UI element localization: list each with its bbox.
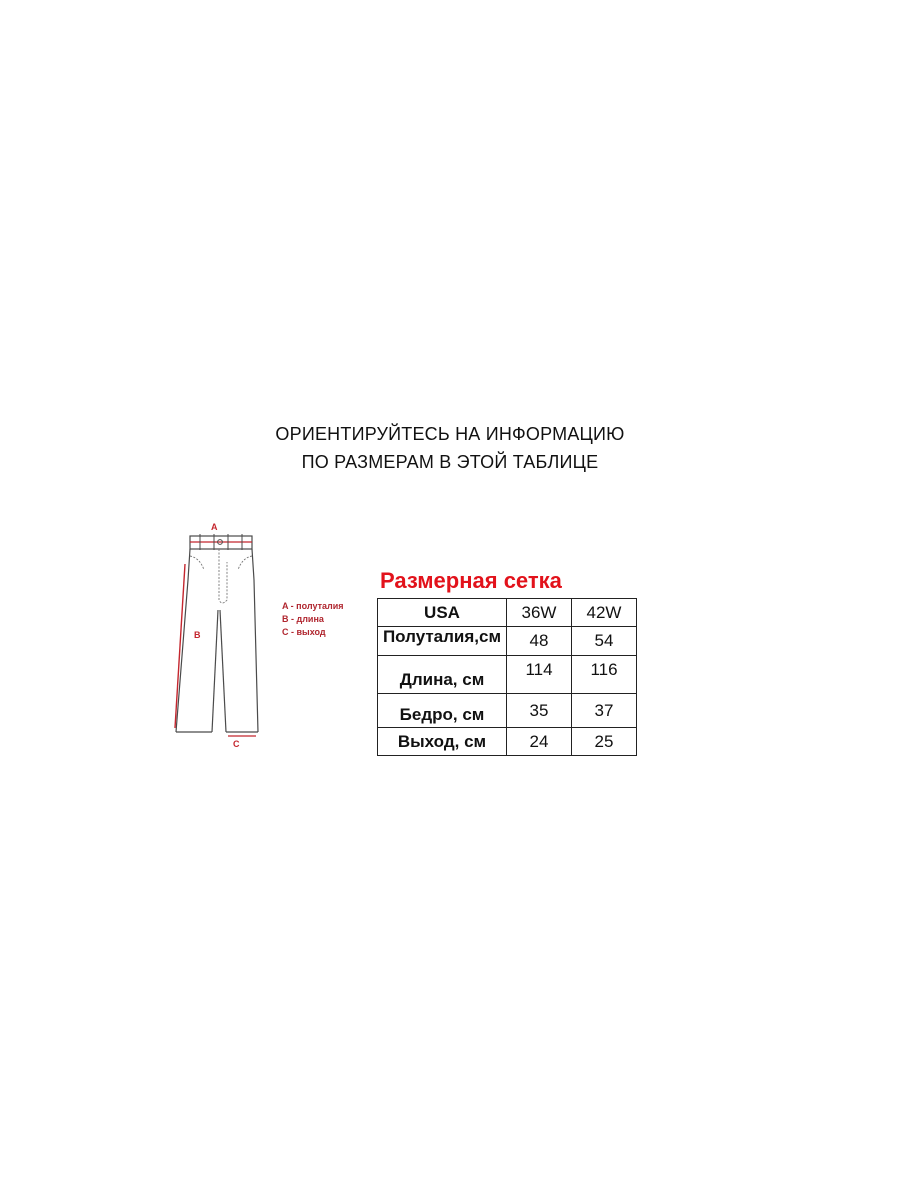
header-cell-size-2: 42W <box>572 599 637 627</box>
table-row <box>378 728 637 756</box>
instruction-text <box>0 420 900 476</box>
label-a: A <box>211 522 218 532</box>
row-value: 24 <box>507 728 572 756</box>
legend-item-waist: A - полуталия <box>282 601 344 611</box>
legend-item-length: B - длина <box>282 614 324 624</box>
header-cell-size-1: 36W <box>507 599 572 627</box>
row-value: 116 <box>572 656 637 694</box>
row-value: 25 <box>572 728 637 756</box>
pants-outline-illustration <box>170 520 270 755</box>
label-b: B <box>194 630 201 640</box>
row-value: 114 <box>507 656 572 694</box>
row-label: Полуталия,см <box>378 627 507 656</box>
instruction-line-1: ОРИЕНТИРУЙТЕСЬ НА ИНФОРМАЦИЮ <box>275 424 625 444</box>
legend-item-rise: C - выход <box>282 627 326 637</box>
row-label: Длина, см <box>378 656 507 694</box>
size-chart-title: Размерная сетка <box>380 568 562 593</box>
table-row <box>378 694 637 728</box>
table-row <box>378 627 637 656</box>
row-label: Бедро, см <box>378 694 507 728</box>
label-c: C <box>233 739 240 749</box>
row-value: 54 <box>572 627 637 656</box>
row-label: Выход, см <box>378 728 507 756</box>
measurement-legend <box>282 600 344 639</box>
table-row <box>378 656 637 694</box>
row-value: 37 <box>572 694 637 728</box>
size-chart-table <box>377 598 637 756</box>
table-header-row <box>378 599 637 627</box>
header-cell-region: USA <box>378 599 507 627</box>
instruction-line-2: ПО РАЗМЕРАМ В ЭТОЙ ТАБЛИЦЕ <box>301 452 599 472</box>
row-value: 48 <box>507 627 572 656</box>
pants-diagram <box>170 520 270 755</box>
row-value: 35 <box>507 694 572 728</box>
